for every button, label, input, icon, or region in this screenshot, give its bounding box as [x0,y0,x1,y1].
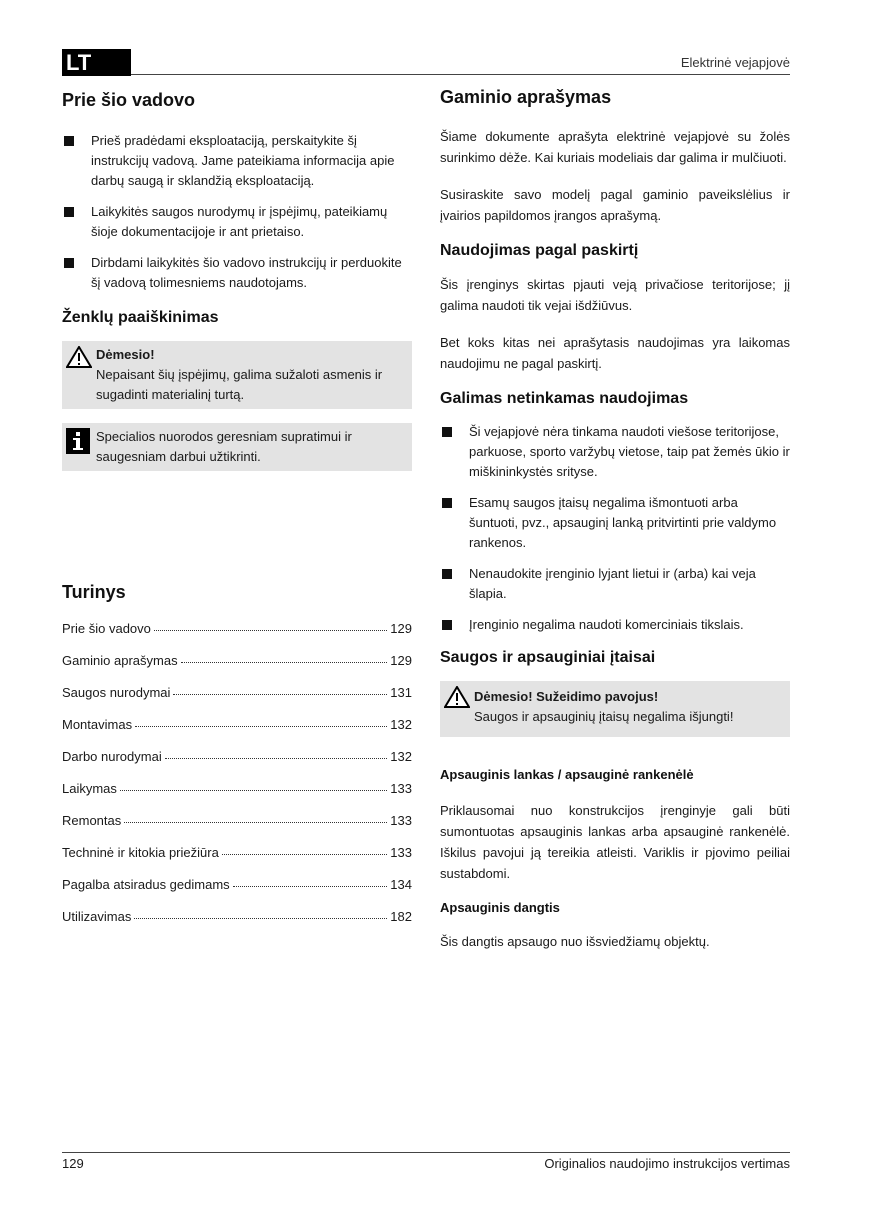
toc-leader [124,811,387,823]
footer-text: Originalios naudojimo instrukcijos vertimas [544,1156,790,1171]
product-heading: Gaminio aprašymas [440,87,612,107]
warning-title: Dėmesio! [96,347,155,362]
footer-divider [62,1152,790,1153]
product-paragraph: Susiraskite savo modelį pagal gaminio paveikslėlius ir įvairios papildomos įrangos aprašymą. [440,187,790,223]
toc-label: Saugos nurodymai [62,685,171,700]
toc-page: 132 [390,717,412,732]
toc-row [62,747,412,779]
list-item: Įrenginio negalima naudoti komerciniais tikslais. [440,615,790,635]
misuse-list [440,422,790,635]
toc-label: Utilizavimas [62,909,132,924]
list-item: Laikykitės saugos nurodymų ir įspėjimų, pateikiamų šioje dokumentacijoje ir ant prietaiso. [62,202,412,242]
toc-label: Gaminio aprašymas [62,653,178,668]
safety-warning-note [440,681,790,737]
toc-row [62,683,412,715]
info-text: Specialios nuorodos geresniam supratimui ir saugesniam darbui užtikrinti. [96,429,352,464]
warning-text: Nepaisant šių įspėjimų, galima sužaloti asmenis ir sugadinti materialinį turtą. [96,367,383,402]
toc-label: Montavimas [62,717,133,732]
toc-leader [135,715,387,727]
product-paragraph: Šiame dokumente aprašyta elektrinė vejapjovė su žolės surinkimo dėže. Kai kuriais modeliais dar galima ir mulčiuoti. [440,129,790,165]
toc-page: 129 [390,621,412,636]
info-icon [66,428,90,460]
toc-row [62,843,412,875]
toc-leader [120,779,387,791]
bullet-square-icon [64,258,74,268]
bullet-square-icon [64,207,74,217]
bullet-square-icon [442,569,452,579]
warning-note [62,341,412,409]
language-badge: LT [62,49,131,76]
list-item: Dirbdami laikykitės šio vadovo instrukcijų ir perduokite šį vadovą tolimesniems naudotojams. [62,253,412,293]
bullet-square-icon [442,498,452,508]
safety-bar-heading: Apsauginis lankas / apsauginė rankenėlė [440,767,694,782]
intended-use-heading: Naudojimas pagal paskirtį [440,242,639,259]
list-item: Ši vejapjovė nėra tinkama naudoti viešose teritorijose, parkuose, sporto varžybų vietose, taip pat žemės ūkio ir miškininkystės srityse. [440,422,790,482]
toc-leader [134,907,387,919]
toc [62,582,412,939]
toc-leader [181,651,388,663]
toc-leader [154,619,387,631]
list-item: Nenaudokite įrenginio lyjant lietui ir (arba) kai veja šlapia. [440,564,790,604]
toc-rows [62,619,412,939]
bullet-square-icon [442,427,452,437]
toc-page: 134 [390,877,412,892]
bullet-square-icon [442,620,452,630]
toc-row [62,907,412,939]
about-list [62,131,412,293]
toc-page: 133 [390,845,412,860]
toc-row [62,715,412,747]
toc-page: 182 [390,909,412,924]
toc-label: Prie šio vadovo [62,621,151,636]
toc-label: Techninė ir kitokia priežiūra [62,845,219,860]
toc-leader [173,683,387,695]
intended-use-paragraph: Bet koks kitas nei aprašytasis naudojimas yra laikomas naudojimu ne pagal paskirtį. [440,335,790,371]
safety-bar-paragraph: Priklausomai nuo konstrukcijos įrenginyje gali būti sumontuotas apsauginis lankas arba apsauginė rankenėlė. Iškilus pavojui ją tereikia atleisti. Variklis ir pjovimo peiliai sustabdomi. [440,803,790,881]
header-title: Elektrinė vejapjovė [680,55,790,70]
toc-label: Laikymas [62,781,117,796]
misuse-heading: Galimas netinkamas naudojimas [440,390,689,407]
toc-row [62,811,412,843]
toc-row [62,619,412,651]
safety-warning-text: Saugos ir apsauginių įtaisų negalima išjungti! [474,709,734,724]
left-column [62,90,412,485]
toc-label: Remontas [62,813,122,828]
toc-row [62,651,412,683]
intended-use-paragraph: Šis įrenginys skirtas pjauti veją privačiose teritorijose; jį galima naudoti tik vejai išdžiūvus. [440,277,790,313]
toc-page: 132 [390,749,412,764]
toc-heading: Turinys [62,582,126,602]
right-column [440,87,790,968]
toc-page: 133 [390,781,412,796]
toc-row [62,779,412,811]
list-item: Esamų saugos įtaisų negalima išmontuoti arba šuntuoti, pvz., apsauginį lanką pritvirtinti prie valdymo rankenos. [440,493,790,553]
toc-label: Pagalba atsiradus gedimams [62,877,230,892]
safety-warning-title: Dėmesio! Sužeidimo pavojus! [474,689,659,704]
warning-triangle-icon [444,686,470,714]
bullet-square-icon [64,136,74,146]
toc-leader [233,875,388,887]
warning-triangle-icon [66,346,92,374]
page-number: 129 [62,1156,84,1171]
list-item: Prieš pradėdami eksploataciją, perskaitykite šį instrukcijų vadovą. Jame pateikiama informacija apie darbų saugą ir sklandžią eksploataciją. [62,131,412,191]
info-note [62,423,412,471]
header-divider [131,74,790,75]
cover-heading: Apsauginis dangtis [440,900,560,915]
toc-page: 133 [390,813,412,828]
toc-row [62,875,412,907]
toc-leader [165,747,388,759]
cover-paragraph: Šis dangtis apsaugo nuo išsviedžiamų objektų. [440,934,710,949]
toc-page: 129 [390,653,412,668]
toc-label: Darbo nurodymai [62,749,162,764]
toc-page: 131 [390,685,412,700]
toc-leader [222,843,388,855]
symbols-heading: Ženklų paaiškinimas [62,309,219,326]
about-heading: Prie šio vadovo [62,90,196,110]
safety-heading: Saugos ir apsauginiai įtaisai [440,649,656,666]
